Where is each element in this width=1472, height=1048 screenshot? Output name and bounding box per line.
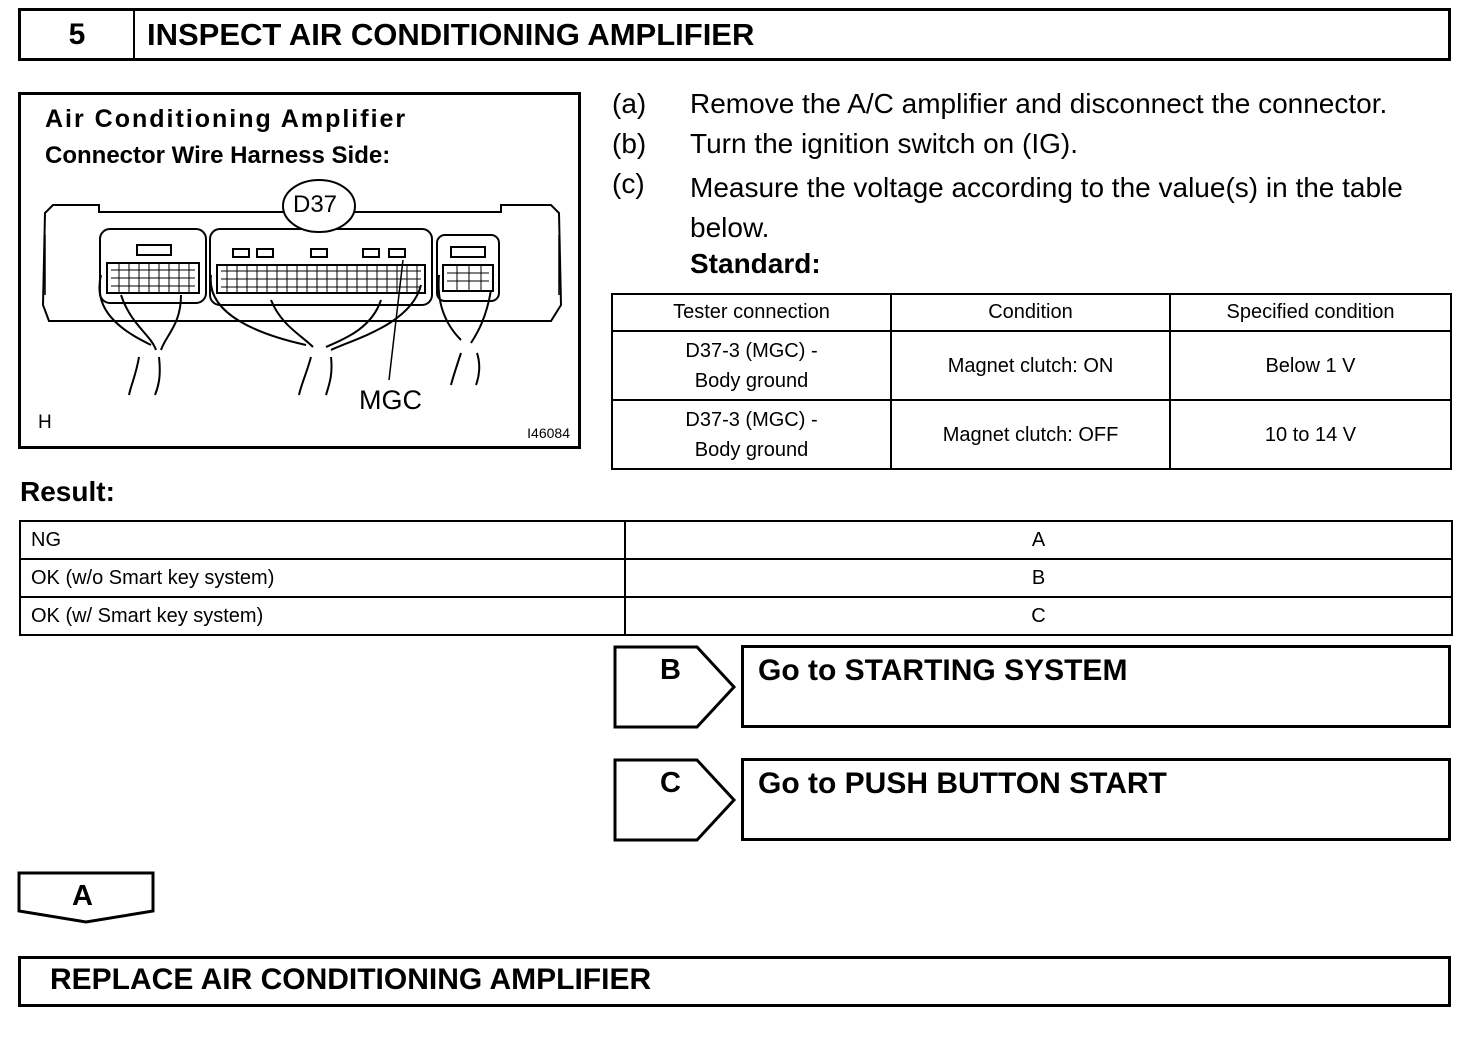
- step-b-text: Turn the ignition switch on (IG).: [690, 128, 1079, 159]
- step-title: INSPECT AIR CONDITIONING AMPLIFIER: [147, 17, 755, 52]
- tester-connection-cell: [612, 331, 891, 400]
- final-action-box: REPLACE AIR CONDITIONING AMPLIFIER: [18, 956, 1451, 1007]
- step-c-letter: (c): [612, 168, 645, 199]
- corner-letter: H: [38, 412, 52, 433]
- table-row: [20, 559, 1452, 597]
- result-cell: NG: [20, 521, 625, 559]
- illustration-subtitle: Connector Wire Harness Side:: [45, 142, 391, 169]
- step-a-letter: (a): [612, 88, 647, 119]
- terminal-label: MGC: [359, 385, 422, 415]
- branch-b-label: B: [660, 654, 681, 686]
- tester-connection-cell: [612, 400, 891, 469]
- connection-line2: Body ground: [694, 438, 809, 461]
- illustration-title: Air Conditioning Amplifier: [45, 105, 408, 133]
- step-number: 5: [21, 11, 135, 58]
- figure-code: I46084: [527, 425, 570, 441]
- condition-cell: Magnet clutch: OFF: [891, 400, 1170, 469]
- table-row: [612, 400, 1451, 469]
- connector-illustration: [18, 92, 581, 449]
- table-header-row: [612, 294, 1451, 331]
- result-table: [19, 520, 1453, 636]
- branch-a-label: A: [72, 880, 93, 912]
- table-row: [612, 331, 1451, 400]
- go-to-push-button-start: Go to PUSH BUTTON START: [741, 758, 1451, 841]
- connection-line2: Body ground: [694, 369, 809, 392]
- result-cell: OK (w/o Smart key system): [20, 559, 625, 597]
- spec-table: [611, 293, 1452, 470]
- connection-line1: D37-3 (MGC) -: [685, 408, 818, 431]
- step-a-text: Remove the A/C amplifier and disconnect the connector.: [690, 88, 1388, 119]
- go-to-starting-system: Go to STARTING SYSTEM: [741, 645, 1451, 728]
- result-code-cell: A: [625, 521, 1452, 559]
- header-specified-condition: Specified condition: [1170, 294, 1451, 331]
- specified-cell: Below 1 V: [1170, 331, 1451, 400]
- connection-line1: D37-3 (MGC) -: [685, 339, 818, 362]
- step-header: [18, 8, 1451, 61]
- result-code-cell: C: [625, 597, 1452, 635]
- connector-label: D37: [293, 191, 338, 218]
- result-code-cell: B: [625, 559, 1452, 597]
- step-b-letter: (b): [612, 128, 647, 159]
- standard-label: Standard:: [690, 248, 821, 279]
- branch-c-label: C: [660, 767, 681, 799]
- result-cell: OK (w/ Smart key system): [20, 597, 625, 635]
- specified-cell: 10 to 14 V: [1170, 400, 1451, 469]
- condition-cell: Magnet clutch: ON: [891, 331, 1170, 400]
- result-label: Result:: [20, 476, 115, 507]
- header-tester-connection: Tester connection: [612, 294, 891, 331]
- table-row: [20, 597, 1452, 635]
- table-row: [20, 521, 1452, 559]
- header-condition: Condition: [891, 294, 1170, 331]
- step-c-text: Measure the voltage according to the value(s) in the table below.: [690, 172, 1403, 243]
